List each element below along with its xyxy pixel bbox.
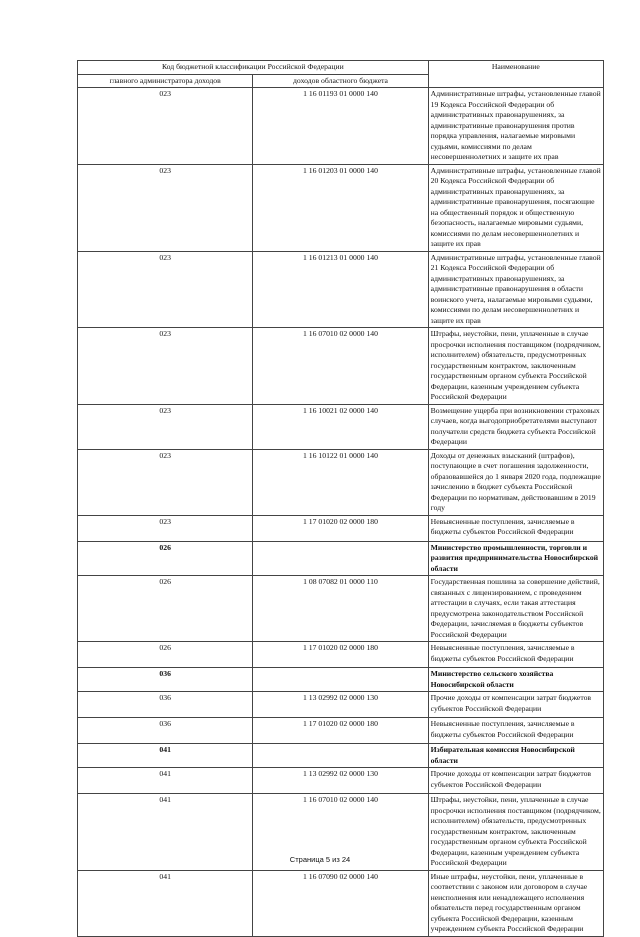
- revenue-name-cell: Министерство промышленности, торговли и развития предпринимательства Новосибирской области: [428, 541, 603, 576]
- table-row: [78, 328, 604, 405]
- revenue-classification-table: [77, 60, 604, 937]
- admin-code-cell: 023: [78, 88, 253, 165]
- revenue-code-cell: 1 16 01203 01 0000 140: [253, 164, 428, 251]
- admin-code-cell: 041: [78, 744, 253, 768]
- revenue-code-cell: 1 08 07082 01 0000 110: [253, 576, 428, 642]
- revenue-code-cell: 1 16 07010 02 0000 140: [253, 794, 428, 871]
- admin-code-cell: 036: [78, 718, 253, 744]
- revenue-name-cell: Избирательная комиссия Новосибирской области: [428, 744, 603, 768]
- table-row: [78, 404, 604, 449]
- admin-code-cell: 041: [78, 768, 253, 794]
- table-header-row: [78, 61, 604, 75]
- header-code-cell: доходов областного бюджета: [253, 74, 428, 88]
- revenue-name-cell: Административные штрафы, установленные главой 20 Кодекса Российской Федерации об административных правонарушениях, за административные правонарушения, посягающие на общественный порядок и общественную безопасность, налагаемые мировыми судьями, комиссиями по делам несовершеннолетних и защите их прав: [428, 164, 603, 251]
- revenue-name-cell: Иные штрафы, неустойки, пени, уплаченные в соответствии с законом или договором в случае неисполнения или ненадлежащего исполнения обязательств перед государственным органом субъекта Российской Федерации, казенным учреждением субъекта Российской Федерации: [428, 870, 603, 936]
- header-admin-cell: главного администратора доходов: [78, 74, 253, 88]
- revenue-name-cell: Невыясненные поступления, зачисляемые в бюджеты субъектов Российской Федерации: [428, 718, 603, 744]
- revenue-name-cell: Прочие доходы от компенсации затрат бюджетов субъектов Российской Федерации: [428, 692, 603, 718]
- revenue-name-cell: Административные штрафы, установленные главой 19 Кодекса Российской Федерации об административных правонарушениях, за административные правонарушения против порядка управления, налагаемые мировыми судьями, комиссиями по делам несовершеннолетних и защите их прав: [428, 88, 603, 165]
- table-row: [78, 642, 604, 668]
- admin-code-cell: 023: [78, 449, 253, 515]
- revenue-name-cell: Доходы от денежных взысканий (штрафов), поступающие в счет погашения задолженности, образовавшейся до 1 января 2020 года, подлежащие зачислению в бюджет субъекта Российской Федерации по нормативам, действовавшим в 2019 году: [428, 449, 603, 515]
- admin-code-cell: 023: [78, 515, 253, 541]
- revenue-name-cell: Невыясненные поступления, зачисляемые в бюджеты субъектов Российской Федерации: [428, 515, 603, 541]
- admin-code-cell: 026: [78, 576, 253, 642]
- revenue-code-cell: 1 17 01020 02 0000 180: [253, 718, 428, 744]
- admin-code-cell: 036: [78, 668, 253, 692]
- revenue-code-cell: 1 16 10122 01 0000 140: [253, 449, 428, 515]
- table-row: [78, 576, 604, 642]
- revenue-name-cell: Невыясненные поступления, зачисляемые в бюджеты субъектов Российской Федерации: [428, 642, 603, 668]
- admin-code-cell: 026: [78, 541, 253, 576]
- revenue-name-cell: Штрафы, неустойки, пени, уплаченные в случае просрочки исполнения поставщиком (подрядчиком, исполнителем) обязательств, предусмотренных государственным контрактом, заключенным государственным органом субъекта Российской Федерации, казенным учреждением субъекта Российской Федерации: [428, 794, 603, 871]
- table-row: [78, 692, 604, 718]
- organization-row: [78, 744, 604, 768]
- revenue-code-cell: 1 17 01020 02 0000 180: [253, 642, 428, 668]
- admin-code-cell: 023: [78, 404, 253, 449]
- revenue-code-cell: [253, 744, 428, 768]
- header-group-cell: Код бюджетной классификации Российской Федерации: [78, 61, 429, 75]
- revenue-name-cell: Административные штрафы, установленные главой 21 Кодекса Российской Федерации об административных правонарушениях, за административные правонарушения в области воинского учета, налагаемые мировыми судьями, комиссиями по делам несовершеннолетних и защите их прав: [428, 251, 603, 328]
- revenue-name-cell: Возмещение ущерба при возникновении страховых случаев, когда выгодоприобретателями выступают получатели средств бюджета субъекта Российской Федерации: [428, 404, 603, 449]
- admin-code-cell: 023: [78, 164, 253, 251]
- table-row: [78, 251, 604, 328]
- table-row: [78, 449, 604, 515]
- revenue-code-cell: 1 16 01193 01 0000 140: [253, 88, 428, 165]
- revenue-name-cell: Штрафы, неустойки, пени, уплаченные в случае просрочки исполнения поставщиком (подрядчиком, исполнителем) обязательств, предусмотренных государственным контрактом, заключенным государственным органом субъекта Российской Федерации, казенным учреждением субъекта Российской Федерации: [428, 328, 603, 405]
- table-row: [78, 164, 604, 251]
- table-row: [78, 718, 604, 744]
- revenue-code-cell: [253, 541, 428, 576]
- revenue-code-cell: 1 17 01020 02 0000 180: [253, 515, 428, 541]
- revenue-code-cell: 1 16 07090 02 0000 140: [253, 870, 428, 936]
- revenue-code-cell: 1 16 01213 01 0000 140: [253, 251, 428, 328]
- organization-row: [78, 668, 604, 692]
- table-row: [78, 515, 604, 541]
- revenue-name-cell: Министерство сельского хозяйства Новосибирской области: [428, 668, 603, 692]
- table-row: [78, 870, 604, 936]
- admin-code-cell: 023: [78, 328, 253, 405]
- admin-code-cell: 023: [78, 251, 253, 328]
- revenue-name-cell: Государственная пошлина за совершение действий, связанных с лицензированием, с проведением аттестации в случаях, если такая аттестация предусмотрена законодательством Российской Федерации, зачисляемая в бюджеты субъектов Российской Федерации: [428, 576, 603, 642]
- admin-code-cell: 036: [78, 692, 253, 718]
- admin-code-cell: 041: [78, 870, 253, 936]
- revenue-code-cell: 1 16 07010 02 0000 140: [253, 328, 428, 405]
- admin-code-cell: 041: [78, 794, 253, 871]
- table-row: [78, 768, 604, 794]
- organization-row: [78, 541, 604, 576]
- table-row: [78, 88, 604, 165]
- revenue-code-cell: 1 13 02992 02 0000 130: [253, 692, 428, 718]
- revenue-name-cell: Прочие доходы от компенсации затрат бюджетов субъектов Российской Федерации: [428, 768, 603, 794]
- revenue-code-cell: 1 16 10021 02 0000 140: [253, 404, 428, 449]
- admin-code-cell: 026: [78, 642, 253, 668]
- revenue-code-cell: 1 13 02992 02 0000 130: [253, 768, 428, 794]
- page-number: Страница 5 из 24: [289, 855, 351, 864]
- revenue-code-cell: [253, 668, 428, 692]
- header-name-cell: Наименование: [428, 61, 603, 88]
